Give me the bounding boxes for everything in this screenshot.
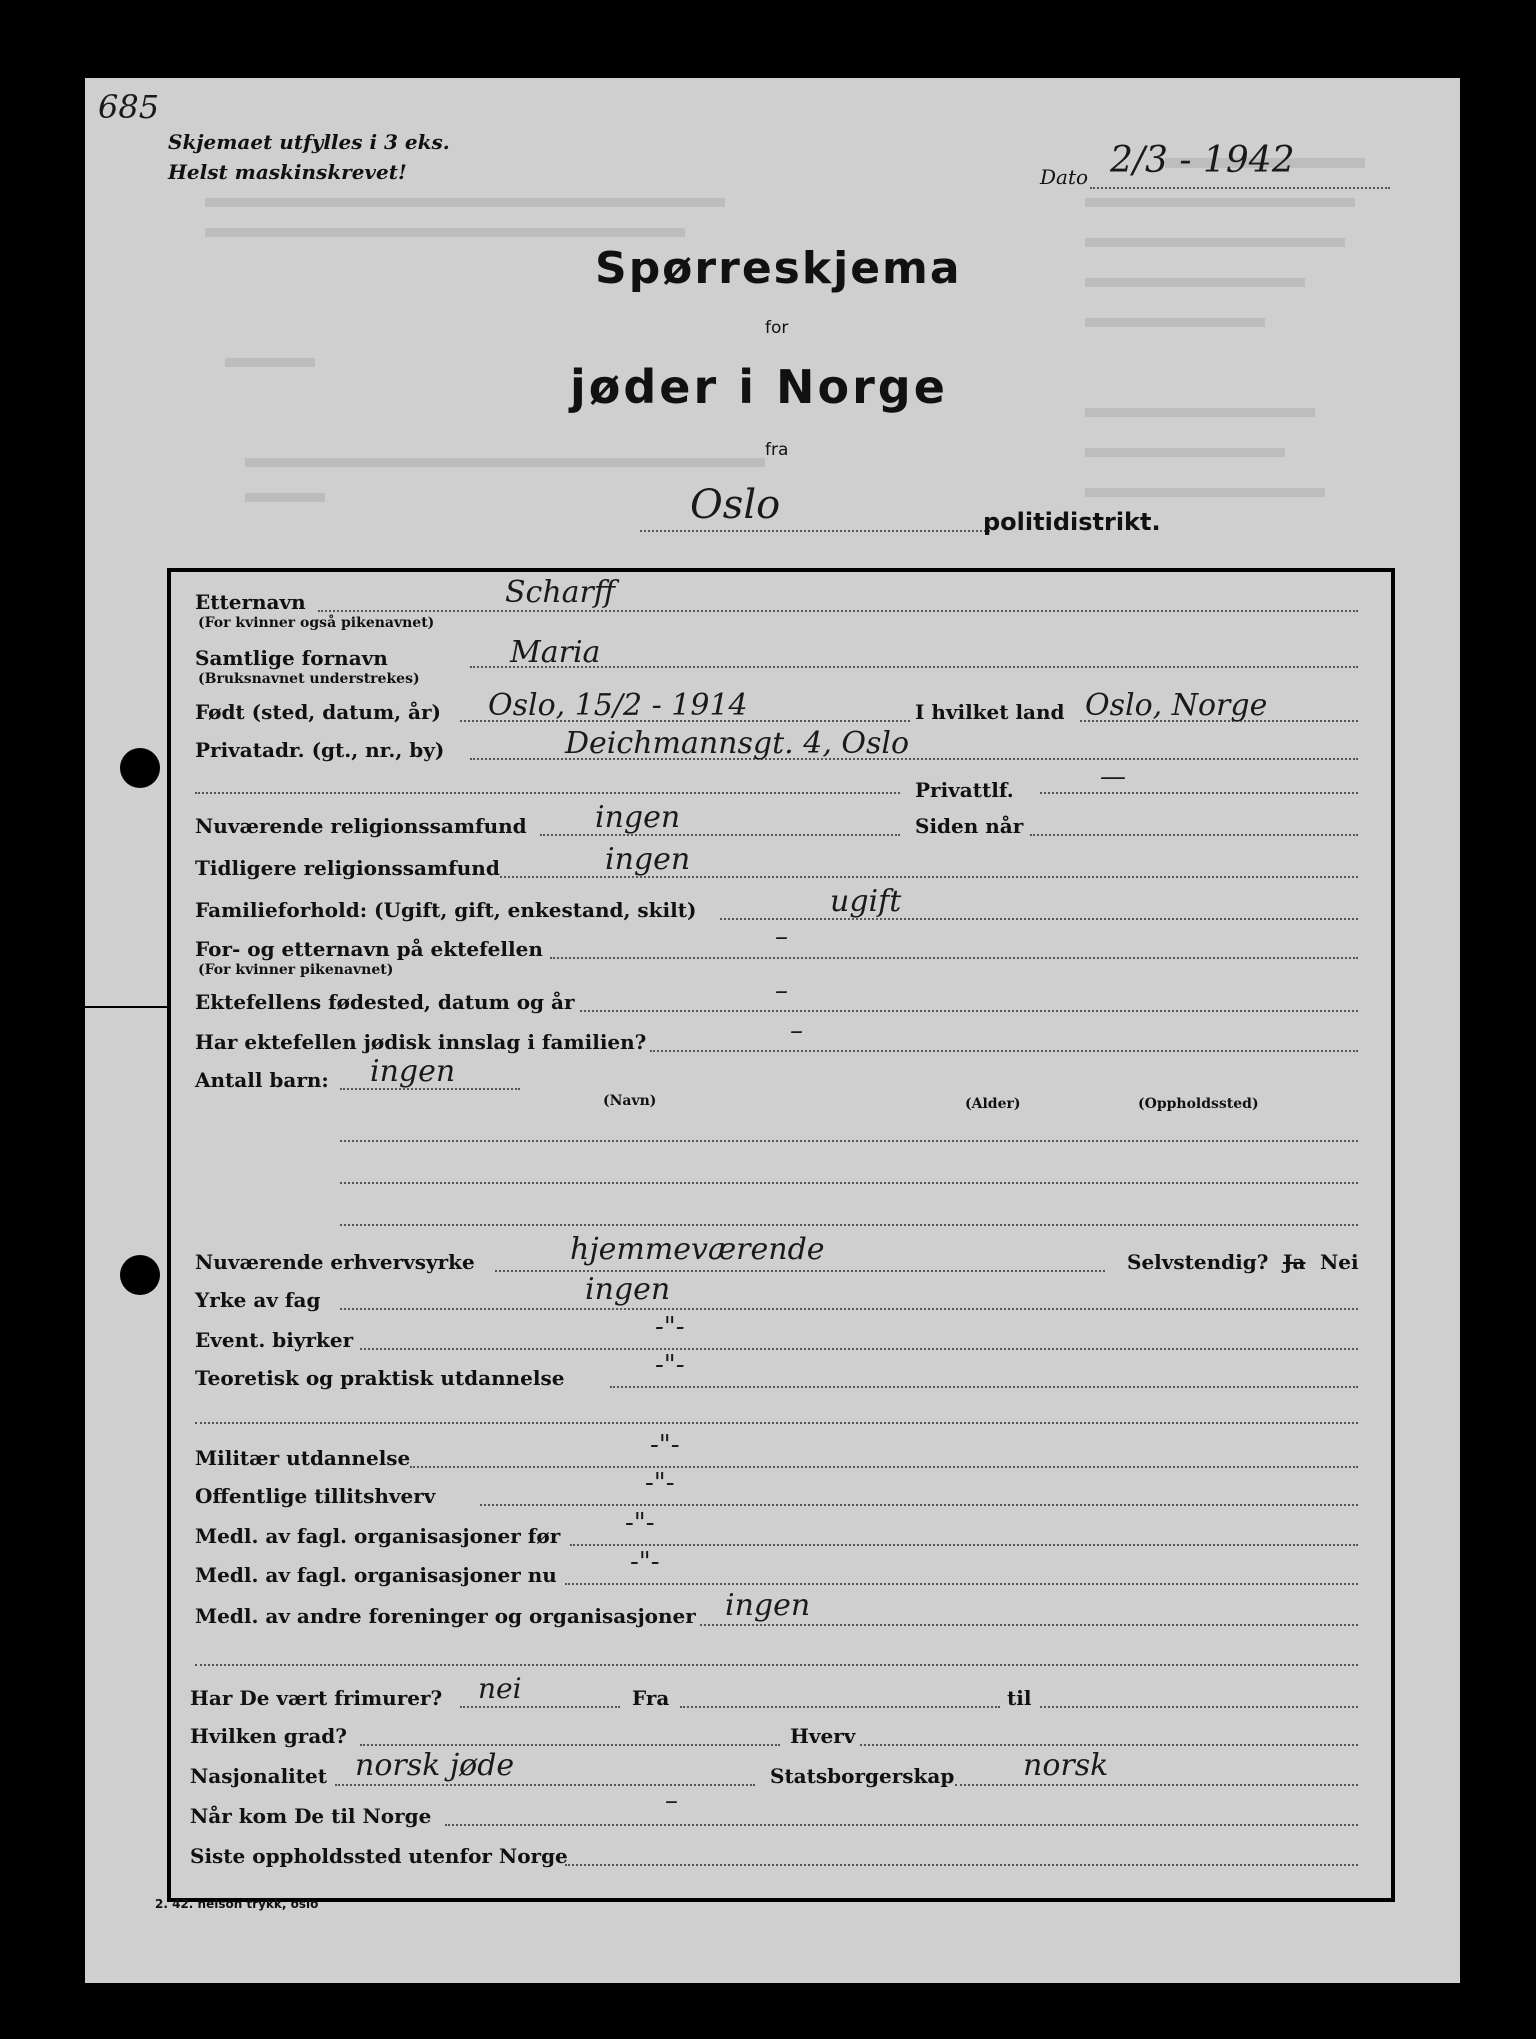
fagl-for-label: Medl. av fagl. organisasjoner før bbox=[195, 1524, 561, 1548]
nasjonalitet-value: norsk jøde bbox=[355, 1748, 515, 1783]
fagl-for-value: -"- bbox=[625, 1508, 655, 1538]
date-value: 2/3 - 1942 bbox=[1110, 140, 1295, 181]
fagl-nu-value: -"- bbox=[630, 1547, 660, 1577]
erhverv-value: hjemmeværende bbox=[570, 1232, 825, 1267]
printer-imprint: 2. 42. nelson trykk, oslo bbox=[155, 1897, 319, 1911]
familie-value: ugift bbox=[830, 884, 902, 919]
frimurer-label: Har De vært frimurer? bbox=[190, 1686, 443, 1710]
frimurer-til-label: til bbox=[1007, 1686, 1032, 1710]
barn-col-navn: (Navn) bbox=[603, 1093, 657, 1109]
privattlf-label: Privattlf. bbox=[915, 778, 1014, 802]
kom-til-norge-label: Når kom De til Norge bbox=[190, 1804, 432, 1828]
fornavn-note: (Bruksnavnet understrekes) bbox=[198, 671, 420, 687]
erhverv-label: Nuværende erhvervsyrke bbox=[195, 1250, 475, 1274]
statsborgerskap-label: Statsborgerskap bbox=[770, 1764, 955, 1788]
selvstendig-ja: Ja bbox=[1283, 1250, 1306, 1274]
yrke-label: Yrke av fag bbox=[195, 1288, 321, 1312]
utdannelse-label: Teoretisk og praktisk utdannelse bbox=[195, 1366, 565, 1390]
privatadr-value: Deichmannsgt. 4, Oslo bbox=[565, 726, 910, 761]
fold-line bbox=[75, 1006, 169, 1008]
instruction-typewritten: Helst maskinskrevet! bbox=[168, 160, 407, 184]
etternavn-value: Scharff bbox=[505, 575, 616, 610]
barn-col-alder: (Alder) bbox=[965, 1096, 1021, 1112]
form-title: Spørreskjema bbox=[595, 243, 962, 294]
fornavn-value: Maria bbox=[510, 635, 601, 670]
instruction-copies: Skjemaet utfylles i 3 eks. bbox=[168, 130, 450, 154]
barn-col-opphold: (Oppholdssted) bbox=[1138, 1096, 1259, 1112]
ektefelle-jodisk-label: Har ektefellen jødisk innslag i familien? bbox=[195, 1030, 647, 1054]
familie-label: Familieforhold: (Ugift, gift, enkestand, skilt) bbox=[195, 898, 697, 922]
title-fra: fra bbox=[765, 440, 789, 460]
selvstendig-nei: Nei bbox=[1320, 1250, 1359, 1274]
siste-opphold-label: Siste oppholdssted utenfor Norge bbox=[190, 1844, 568, 1868]
biyrker-label: Event. biyrker bbox=[195, 1328, 354, 1352]
tillitshverv-label: Offentlige tillitshverv bbox=[195, 1484, 436, 1508]
land-value: Oslo, Norge bbox=[1085, 688, 1268, 723]
utdannelse-value: -"- bbox=[655, 1350, 685, 1380]
siden-label: Siden når bbox=[915, 814, 1024, 838]
fornavn-label: Samtlige fornavn bbox=[195, 646, 388, 670]
yrke-value: ingen bbox=[585, 1272, 671, 1307]
privattlf-value: — bbox=[1100, 762, 1126, 792]
militaer-label: Militær utdannelse bbox=[195, 1446, 411, 1470]
land-label: I hvilket land bbox=[915, 700, 1065, 724]
ektefelle-jodisk-value: – bbox=[790, 1016, 803, 1046]
page-number: 685 bbox=[98, 88, 160, 126]
district-value: Oslo bbox=[690, 482, 781, 528]
ektefelle-navn-note: (For kvinner pikenavnet) bbox=[198, 962, 394, 978]
religion-prev-value: ingen bbox=[605, 842, 691, 877]
religion-now-value: ingen bbox=[595, 800, 681, 835]
fagl-nu-label: Medl. av fagl. organisasjoner nu bbox=[195, 1563, 557, 1587]
fodt-value: Oslo, 15/2 - 1914 bbox=[488, 688, 748, 723]
etternavn-label: Etternavn bbox=[195, 590, 306, 614]
ektefelle-navn-label: For- og etternavn på ektefellen bbox=[195, 937, 543, 961]
selvstendig-label: Selvstendig? bbox=[1127, 1250, 1269, 1274]
tillitshverv-value: -"- bbox=[645, 1468, 675, 1498]
biyrker-value: -"- bbox=[655, 1312, 685, 1342]
punch-hole bbox=[120, 1255, 160, 1295]
ektefelle-navn-value: – bbox=[775, 922, 788, 952]
district-suffix: politidistrikt. bbox=[983, 508, 1161, 536]
barn-label: Antall barn: bbox=[195, 1068, 329, 1092]
punch-hole bbox=[120, 748, 160, 788]
religion-now-label: Nuværende religionssamfund bbox=[195, 814, 527, 838]
statsborgerskap-value: norsk bbox=[1023, 1748, 1109, 1783]
form-subject: jøder i Norge bbox=[570, 360, 948, 414]
ektefelle-fodested-value: – bbox=[775, 976, 788, 1006]
andre-for-value: ingen bbox=[725, 1588, 811, 1623]
fodt-label: Født (sted, datum, år) bbox=[195, 700, 441, 724]
barn-value: ingen bbox=[370, 1054, 456, 1089]
etternavn-note: (For kvinner også pikenavnet) bbox=[198, 615, 435, 631]
title-for: for bbox=[765, 318, 789, 338]
kom-til-norge-value: – bbox=[665, 1786, 678, 1816]
frimurer-value: nei bbox=[478, 1672, 522, 1705]
hverv-label: Hverv bbox=[790, 1724, 856, 1748]
privatadr-label: Privatadr. (gt., nr., by) bbox=[195, 738, 445, 762]
religion-prev-label: Tidligere religionssamfund bbox=[195, 856, 500, 880]
grad-label: Hvilken grad? bbox=[190, 1724, 347, 1748]
frimurer-fra-label: Fra bbox=[632, 1686, 670, 1710]
militaer-value: -"- bbox=[650, 1430, 680, 1460]
date-label: Dato bbox=[1040, 165, 1089, 189]
andre-for-label: Medl. av andre foreninger og organisasjoner bbox=[195, 1604, 696, 1628]
nasjonalitet-label: Nasjonalitet bbox=[190, 1764, 327, 1788]
ektefelle-fodested-label: Ektefellens fødested, datum og år bbox=[195, 990, 575, 1014]
